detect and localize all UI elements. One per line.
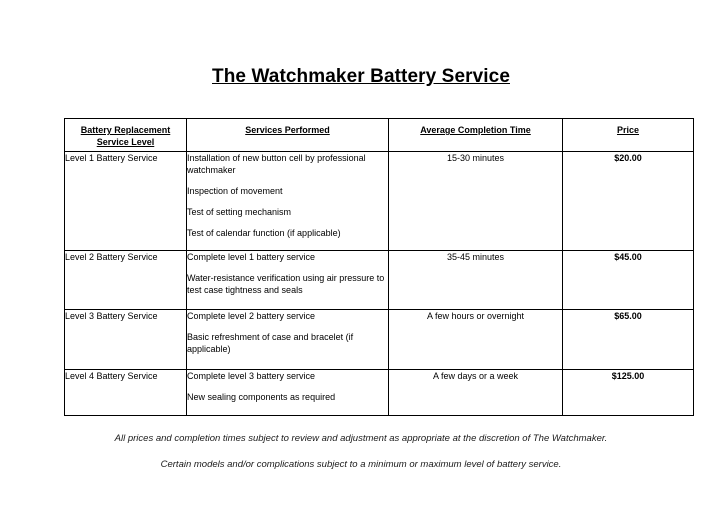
row-services [187,251,389,310]
row-level: Level 3 Battery Service [65,310,187,370]
service-item: Complete level 2 battery service [187,311,316,321]
service-item: Complete level 3 battery service [187,371,316,381]
service-item: Test of setting mechanism [187,207,292,217]
row-services [187,370,389,416]
row-price: $20.00 [563,152,694,251]
service-item: New sealing components as required [187,392,336,402]
header-services-performed: Services Performed [187,119,389,152]
row-time: A few hours or overnight [389,310,563,370]
row-time: 35-45 minutes [389,251,563,310]
service-table [64,118,694,416]
header-service-level: Battery Replacement Service Level [65,119,187,152]
service-item: Test of calendar function (if applicable) [187,228,341,238]
row-time: 15-30 minutes [389,152,563,251]
table-row [65,152,694,251]
row-services [187,152,389,251]
row-price: $65.00 [563,310,694,370]
row-level: Level 2 Battery Service [65,251,187,310]
row-level: Level 4 Battery Service [65,370,187,416]
table-row [65,310,694,370]
row-time: A few days or a week [389,370,563,416]
pricing-disclaimer: All prices and completion times subject to review and adjustment as appropriate at the discretion of The Watchmaker. [114,433,608,444]
header-price: Price [563,119,694,152]
service-item: Basic refreshment of case and bracelet (if applicable) [187,332,354,354]
table-row [65,251,694,310]
row-price: $125.00 [563,370,694,416]
row-price: $45.00 [563,251,694,310]
service-item: Complete level 1 battery service [187,252,316,262]
page-title: The Watchmaker Battery Service [212,66,510,87]
service-item: Water-resistance verification using air pressure to test case tightness and seals [187,273,385,295]
service-item: Installation of new button cell by professional watchmaker [187,153,366,175]
row-level: Level 1 Battery Service [65,152,187,251]
header-completion-time: Average Completion Time [389,119,563,152]
model-disclaimer: Certain models and/or complications subject to a minimum or maximum level of battery service. [160,459,562,470]
table-header-row [65,119,694,152]
table-row [65,370,694,416]
row-services [187,310,389,370]
service-item: Inspection of movement [187,186,283,196]
